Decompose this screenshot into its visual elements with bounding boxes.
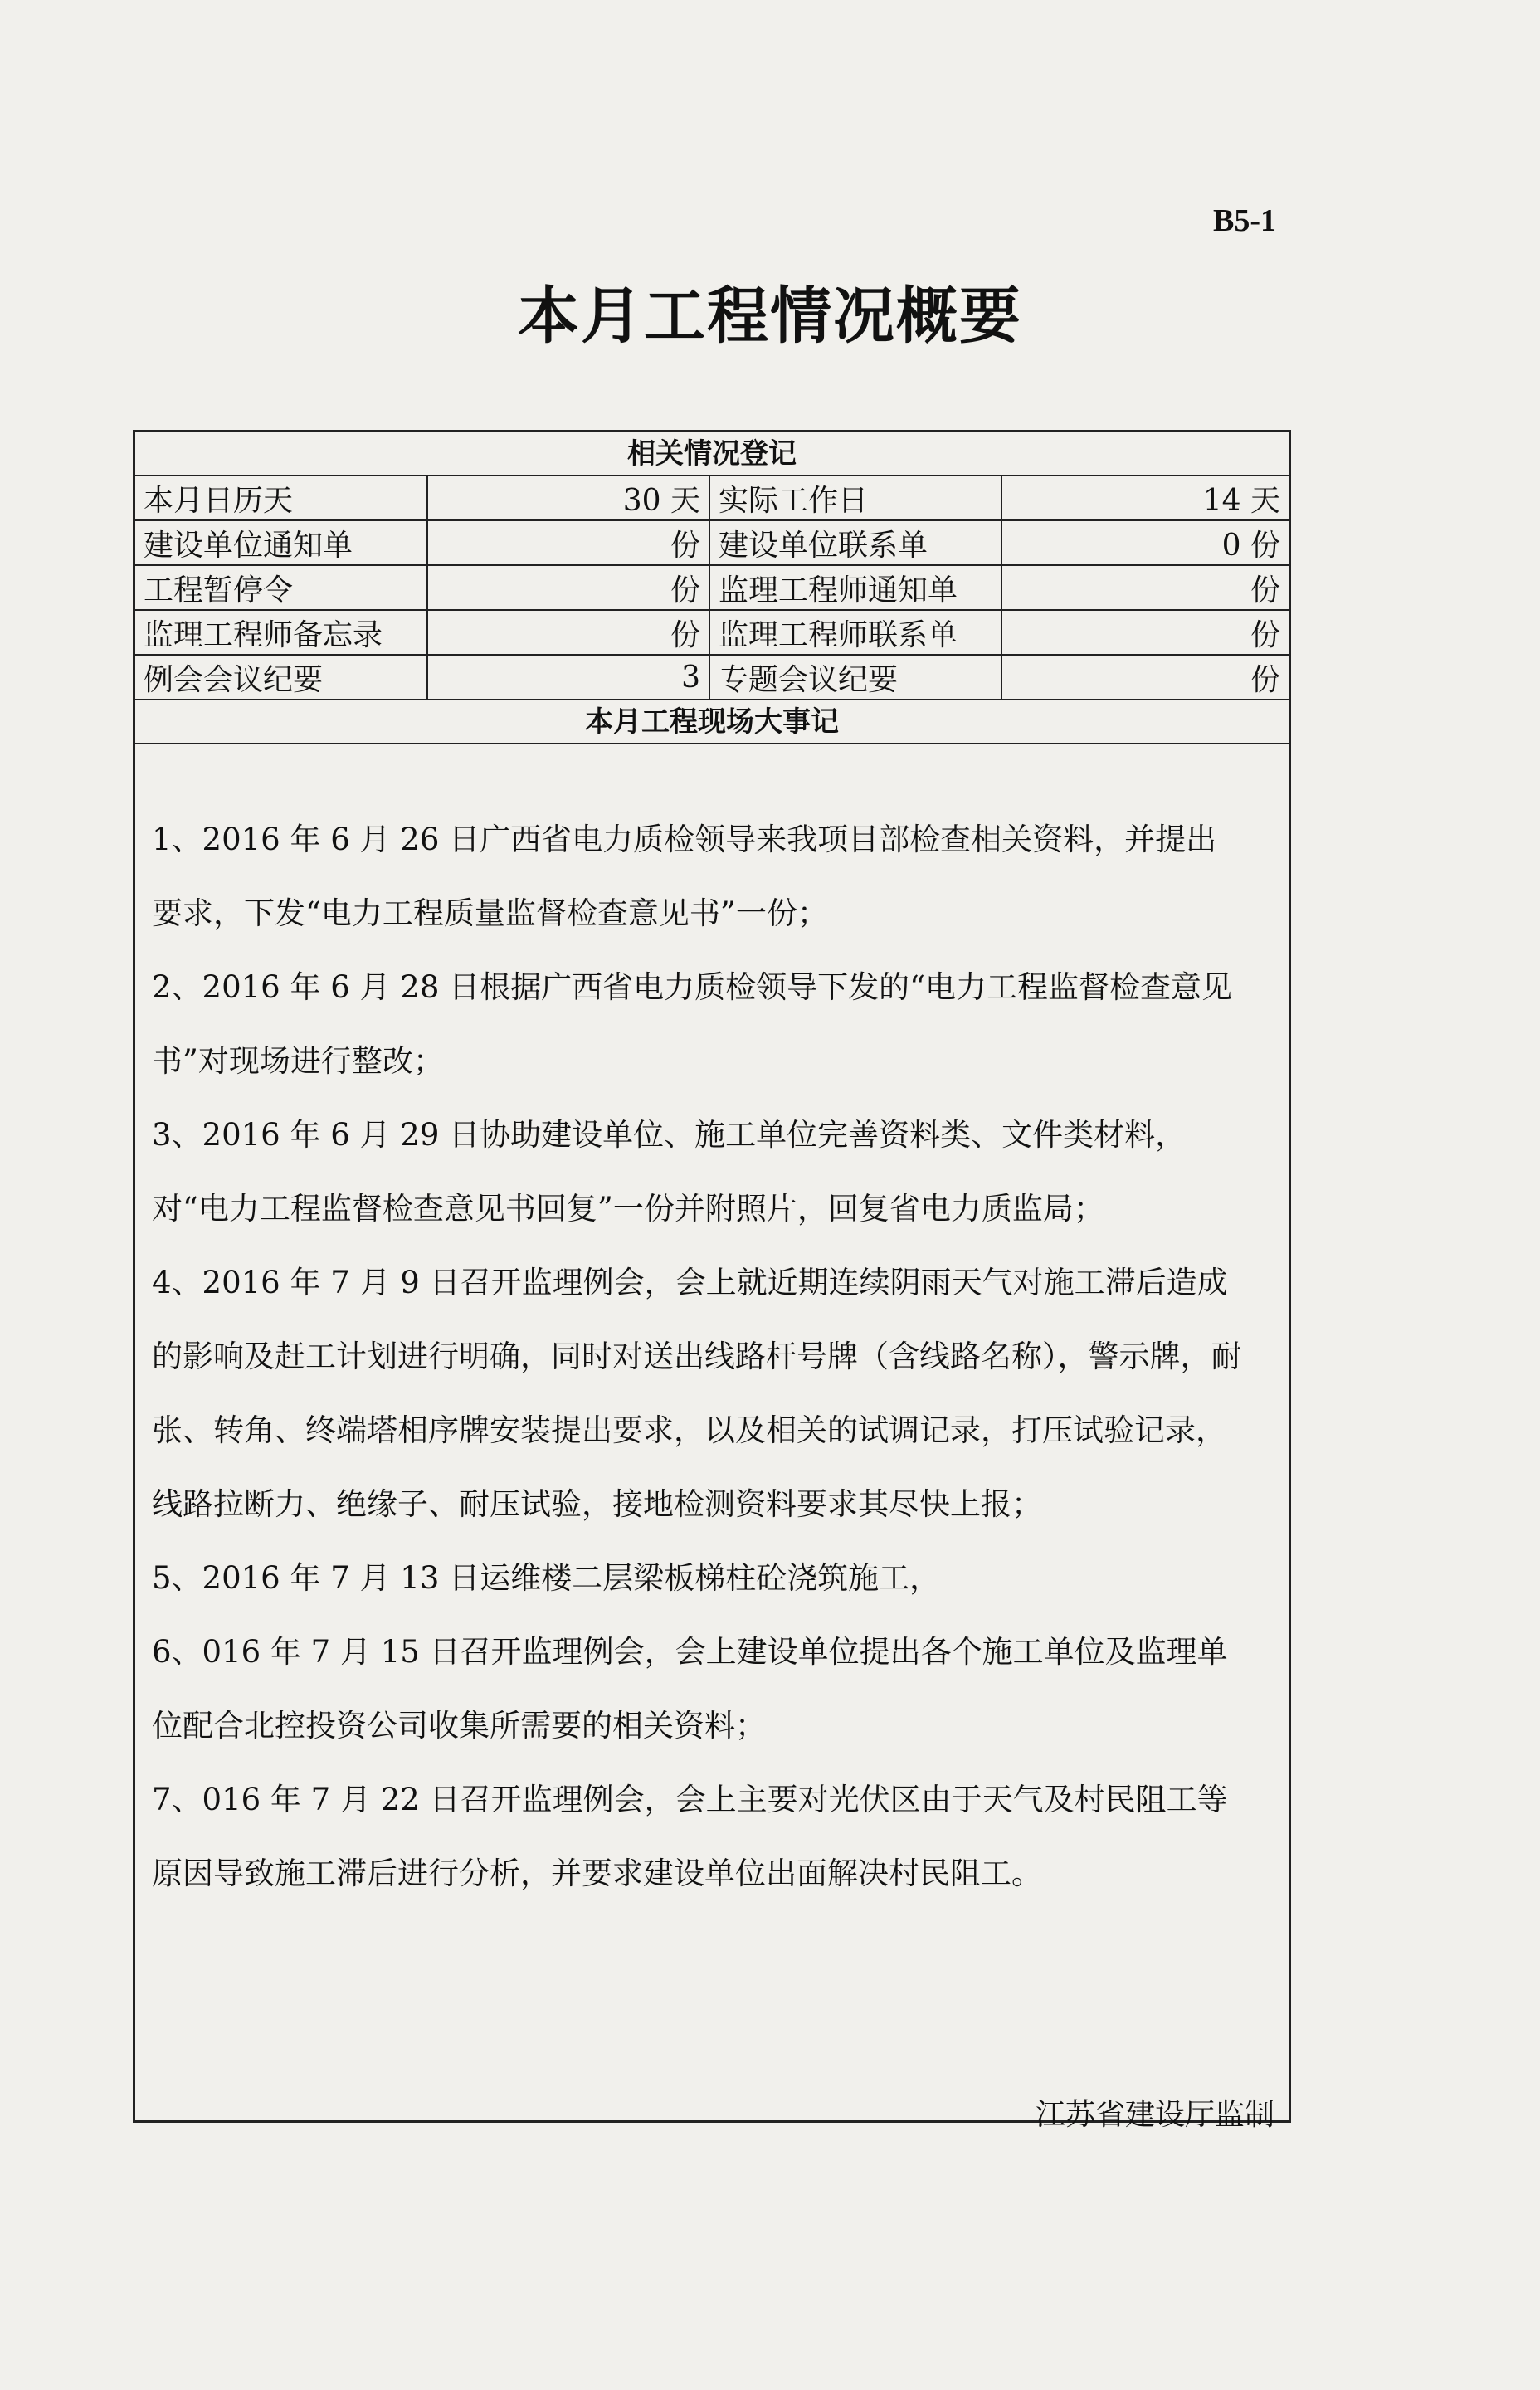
table-row <box>135 520 1289 565</box>
events-list <box>135 744 1289 1910</box>
list-item: 4、2016 年 7 月 9 日召开监理例会，会上就近期连续阴雨天气对施工滞后造成的影响及赶工计划进行明确，同时对送出线路杆号牌（含线路名称），警示牌，耐张、转角、终端塔相序牌安装提出要求，以及相关的试调记录，打压试验记录，线路拉断力、绝缘子、耐压试验，接地检测资料要求其尽快上报； <box>152 1265 1242 1522</box>
list-item: 3、2016 年 6 月 29 日协助建设单位、施工单位完善资料类、文件类材料，对“电力工程监督检查意见书回复”一份并附照片，回复省电力质监局； <box>152 1117 1187 1227</box>
list-item: 6、016 年 7 月 15 日召开监理例会，会上建设单位提出各个施工单位及监理单位配合北控投资公司收集所需要的相关资料； <box>152 1634 1228 1744</box>
events-section-title: 本月工程现场大事记 <box>135 700 1289 744</box>
value-calendar-days: 30 天 <box>427 476 709 520</box>
value-regular-meeting: 3 <box>427 655 709 700</box>
table-row <box>135 565 1289 610</box>
report-form <box>133 430 1291 2123</box>
table-row <box>135 655 1289 700</box>
list-item: 2、2016 年 6 月 28 日根据广西省电力质检领导下发的“电力工程监督检查意见书”对现场进行整改； <box>152 969 1233 1079</box>
page-title: 本月工程情况概要 <box>518 280 1022 352</box>
label-engineer-contact: 监理工程师联系单 <box>709 610 1001 655</box>
label-actual-workdays: 实际工作日 <box>709 476 1001 520</box>
label-regular-meeting: 例会会议纪要 <box>135 655 427 700</box>
value-engineer-contact: 份 <box>1001 610 1289 655</box>
list-item: 5、2016 年 7 月 13 日运维楼二层梁板梯柱砼浇筑施工， <box>152 1560 941 1596</box>
table-row <box>135 476 1289 520</box>
label-stop-order: 工程暂停令 <box>135 565 427 610</box>
value-owner-contact: 0 份 <box>1001 520 1289 565</box>
registration-section-title: 相关情况登记 <box>135 432 1289 476</box>
value-owner-notice: 份 <box>427 520 709 565</box>
label-engineer-memo: 监理工程师备忘录 <box>135 610 427 655</box>
list-item: 1、2016 年 6 月 26 日广西省电力质检领导来我项目部检查相关资料，并提出要求，下发“电力工程质量监督检查意见书”一份； <box>152 822 1217 931</box>
label-owner-contact: 建设单位联系单 <box>709 520 1001 565</box>
value-engineer-notice: 份 <box>1001 565 1289 610</box>
value-stop-order: 份 <box>427 565 709 610</box>
form-code: B5-1 <box>1213 203 1276 238</box>
value-actual-workdays: 14 天 <box>1001 476 1289 520</box>
label-special-meeting: 专题会议纪要 <box>709 655 1001 700</box>
issuer-label: 江苏省建设厅监制 <box>1036 2098 1275 2132</box>
value-engineer-memo: 份 <box>427 610 709 655</box>
label-engineer-notice: 监理工程师通知单 <box>709 565 1001 610</box>
registration-table <box>135 476 1289 700</box>
label-calendar-days: 本月日历天 <box>135 476 427 520</box>
table-row <box>135 610 1289 655</box>
value-special-meeting: 份 <box>1001 655 1289 700</box>
list-item: 7、016 年 7 月 22 日召开监理例会，会上主要对光伏区由于天气及村民阻工等原因导致施工滞后进行分析，并要求建设单位出面解决村民阻工。 <box>152 1782 1228 1891</box>
label-owner-notice: 建设单位通知单 <box>135 520 427 565</box>
